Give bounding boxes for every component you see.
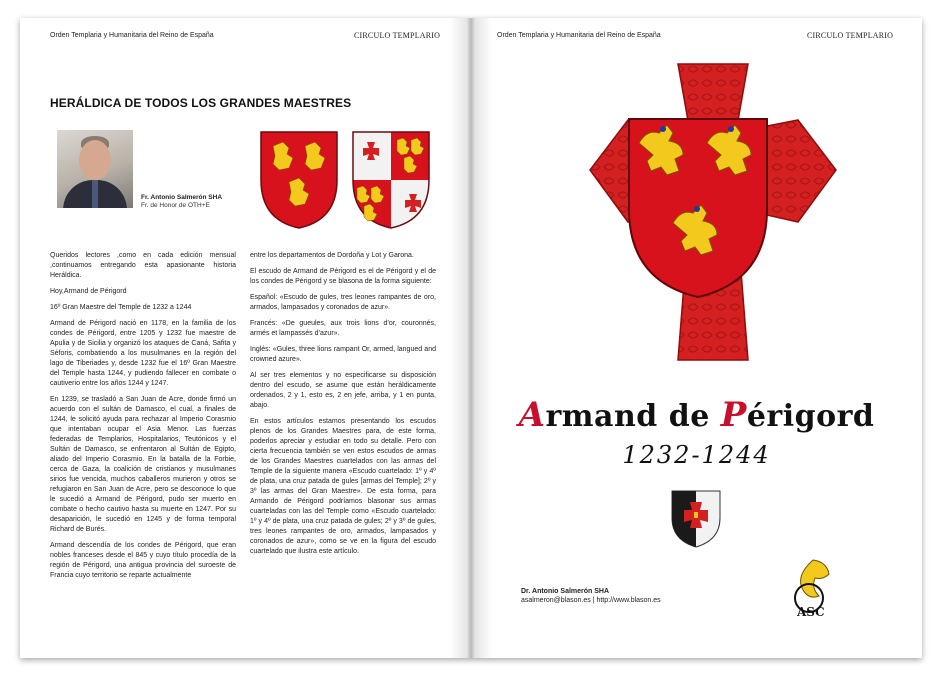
paragraph: Francés: «De gueules, aux trois lions d’or, couronnés, armés et lampassés d’azur». — [250, 320, 436, 337]
paragraph: Inglés: «Gules, three lions rampant Or, armed, langued and crowned azure». — [250, 346, 436, 363]
signature-name: Dr. Antonio Salmerón SHA — [521, 588, 610, 595]
right-page — [471, 18, 922, 658]
magazine-spread — [20, 18, 922, 658]
tenure-dates: 1232-1244 — [622, 441, 771, 469]
shield-plain-icon — [257, 128, 341, 232]
paragraph: El escudo de Armand de Périgord es el de Périgord y el de los condes de Périgord y se blasona de la forma siguiente: — [250, 268, 436, 285]
asc-logo-icon — [783, 556, 839, 622]
signature-contact: asalmeron@blason.es | http://www.blason.es — [521, 597, 661, 604]
order-shield-icon — [669, 488, 723, 550]
paragraph: Español: «Escudo de gules, tres leones rampantes de oro, armados, lampasados y coronados de azur». — [250, 294, 436, 311]
paragraph: Armand de Périgord nació en 1178, en la familia de los condes de Périgord, entre 1205 y 1232 fue maestre de Apulia y de Sicilia y organizó los ataques de Caná, Safita y Séforis, combatiendo a los musulmanes en la región del lago de Tiberiades y, desde 1232 fue el 16º Gran Maestre del Temple hasta 1244, y pudiendo fallecer en combate o cautiverio entre los años 1244 y 1247. — [50, 320, 236, 387]
paragraph: Al ser tres elementos y no especificarse su disposición dentro del escudo, se asume que están heráldicamente ordenados, 2 y 1, esto es, 2 en jefe, arriba, y 1 en punta, abajo. — [250, 372, 436, 409]
page-gutter — [450, 18, 492, 658]
paragraph: Hoy,Armand de Périgord — [50, 288, 127, 295]
paragraph: En estos artículos estamos presentando los escudos plenos de los Grandes Maestres para, de este forma, poderlos apreciar y estudiar en todo su detalle. Pero con cierta frecuencia también se ven estos escudos de armas de los Grandes Maestres cuartelados con las armas del Temple de la siguiente manera «Escudo cuartelado: 1º y 4º de plata, una cruz patada de gules [armas del Temple]; 2º y 3º las armas del Gran Maestre». De esta forma, para Armando de Périgord podríamos blasonar sus armas cuarteladas con las del Temple como «Escudo cuartelado: 1º y 4º de plata, una cruz patada de gules; 2º y 3º de gules, tres leones rampantes de oro, armados, lampasados y coronados de azur», como se ve en la figura del escudo cuartelado que ilustra este artículo. — [250, 418, 436, 555]
header-section: CIRCULO TEMPLARIO — [807, 31, 894, 40]
header-org: Orden Templaria y Humanitaria del Reino de España — [497, 32, 661, 39]
grand-master-name: Armand de Périgord — [518, 395, 875, 435]
header-section: CIRCULO TEMPLARIO — [354, 31, 441, 40]
author-role: Fr. de Honor de OTH+E — [141, 202, 210, 209]
article-title: HERÁLDICA DE TODOS LOS GRANDES MAESTRES — [50, 96, 352, 110]
paragraph: Armand descendía de los condes de Périgord, que eran nobles franceses desde el 845 y cuyo título procedía de la región de Périgord, una antigua provincia del suroeste de Francia cuyo territorio se reparte actualmente — [50, 542, 236, 579]
paragraph: En 1239, se trasladó a San Juan de Acre, donde firmó un acuerdo con el sultán de Damasco, el cual, a finales de 1244, le solicitó ayuda para rechazar al Imperio Corasmio que intentaban ocupar el Asia Menor. Las fuerzas federadas de Templarios, Hospitalarios, Teutónicos y el Sultán de Damasco, se enfrentaron al Sultán de Egipto, aliado del Imperio Corasmio. En la batalla de la Forbie, cerca de Gaza, la coalición de cristianos y musulmanes sirios fue vencida, muchos caballeros murieron y otros se refugiaron en San Juan de Acre, pero se desconoce lo que le sucedió a Armand de Périgord, pudo ser muerto en combate o hecho cautivo hasta su muerte en 1247. Por su desaparición, le sucedió en 1245 y de forma temporal Richard de Burés. — [50, 396, 236, 533]
header-org: Orden Templaria y Humanitaria del Reino de España — [50, 32, 214, 39]
paragraph: Queridos lectores ,como en cada edición mensual ,continuamos entregando esta apasionante historia Heráldica. — [50, 252, 236, 279]
paragraph: entre los departamentos de Dordoña y Lot y Garona. — [250, 252, 414, 259]
text-column-2 — [250, 251, 436, 563]
svg-text:ASC: ASC — [797, 605, 825, 619]
author-photo — [57, 130, 133, 208]
text-column-1 — [50, 251, 236, 587]
paragraph: 16º Gran Maestre del Temple de 1232 a 1244 — [50, 304, 192, 311]
shield-quartered-icon — [349, 128, 433, 232]
author-name: Fr. Antonio Salmerón SHA — [141, 194, 223, 201]
coat-of-arms-icon — [623, 113, 773, 303]
left-page — [20, 18, 471, 658]
